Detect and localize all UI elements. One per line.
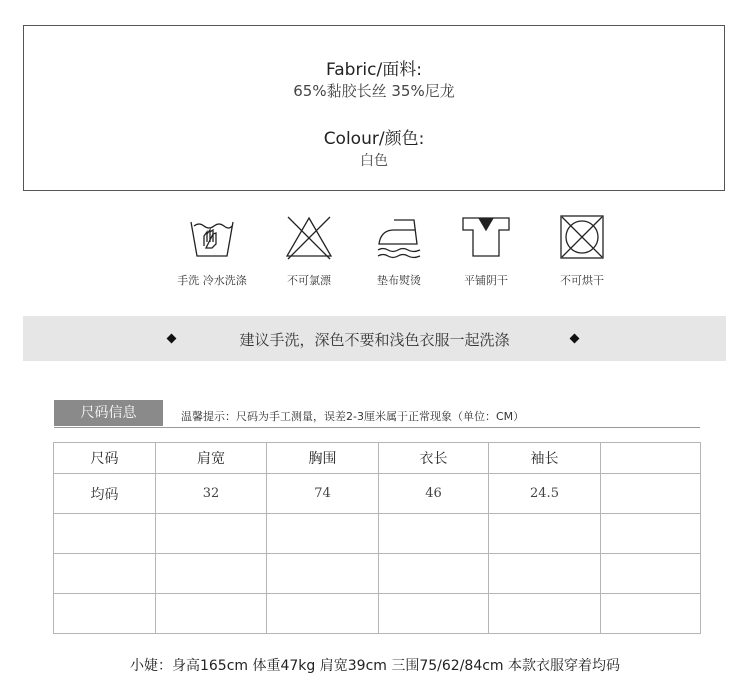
model-info: 小婕：身高165cm 体重47kg 肩宽39cm 三围75/62/84cm 本款衣服穿着均码: [129, 658, 621, 674]
table-cell: 均码: [54, 474, 156, 514]
table-cell: [156, 554, 267, 594]
care-label: 不可氯漂: [287, 274, 331, 287]
table-cell: [54, 554, 156, 594]
fabric-title: Fabric/面料:: [326, 60, 422, 80]
table-cell: [379, 594, 489, 634]
table-cell: [54, 594, 156, 634]
table-cell: [489, 514, 601, 554]
table-cell: [601, 554, 701, 594]
size-section-tip: 温馨提示：尺码为手工测量，误差2-3厘米属于正常现象（单位：CM）: [181, 410, 525, 423]
table-cell: [156, 514, 267, 554]
wash-advice-banner: [23, 316, 726, 361]
table-row: [54, 514, 701, 554]
table-cell: 24.5: [489, 474, 601, 514]
fabric-colour-box: [23, 25, 725, 191]
table-cell: [267, 514, 379, 554]
table-row: [54, 554, 701, 594]
hand-wash-icon: [187, 212, 237, 262]
care-label: 手洗 冷水洗涤: [177, 274, 247, 287]
care-item-hand-wash: [157, 212, 267, 288]
header-cell: 肩宽: [156, 443, 267, 474]
header-cell: 衣长: [379, 443, 489, 474]
table-cell: [601, 594, 701, 634]
table-cell: 74: [267, 474, 379, 514]
wash-advice-text: 建议手洗，深色不要和浅色衣服一起洗涤: [239, 331, 510, 349]
care-label: 平铺阴干: [464, 274, 508, 287]
table-cell: [601, 514, 701, 554]
header-cell: [601, 443, 701, 474]
flat-dry-shade-icon: [459, 212, 513, 262]
header-cell: 袖长: [489, 443, 601, 474]
table-cell: [489, 594, 601, 634]
fabric-value: 65%黏胶长丝 35%尼龙: [293, 82, 455, 100]
header-cell: 胸围: [267, 443, 379, 474]
table-header-row: [54, 443, 701, 474]
care-item-no-tumble-dry: [527, 212, 637, 288]
table-cell: 46: [379, 474, 489, 514]
table-cell: [156, 594, 267, 634]
table-cell: [267, 594, 379, 634]
table-cell: 32: [156, 474, 267, 514]
colour-value: 白色: [360, 153, 388, 169]
no-bleach-icon: [284, 212, 334, 262]
table-cell: [267, 554, 379, 594]
care-item-flat-dry: [431, 212, 541, 288]
table-row: [54, 594, 701, 634]
size-section-tag: 尺码信息: [54, 400, 163, 426]
iron-with-cloth-icon: [374, 212, 424, 262]
table-cell: [379, 514, 489, 554]
size-table: [53, 442, 701, 634]
table-cell: [489, 554, 601, 594]
care-instructions: [0, 212, 750, 302]
colour-title: Colour/颜色:: [323, 129, 425, 149]
table-cell: [601, 474, 701, 514]
table-cell: [54, 514, 156, 554]
header-cell: 尺码: [54, 443, 156, 474]
table-row: [54, 474, 701, 514]
no-tumble-dry-icon: [557, 212, 607, 262]
size-section-header: [54, 400, 700, 428]
table-cell: [379, 554, 489, 594]
care-label: 垫布熨烫: [377, 274, 421, 287]
care-label: 不可烘干: [560, 274, 604, 287]
